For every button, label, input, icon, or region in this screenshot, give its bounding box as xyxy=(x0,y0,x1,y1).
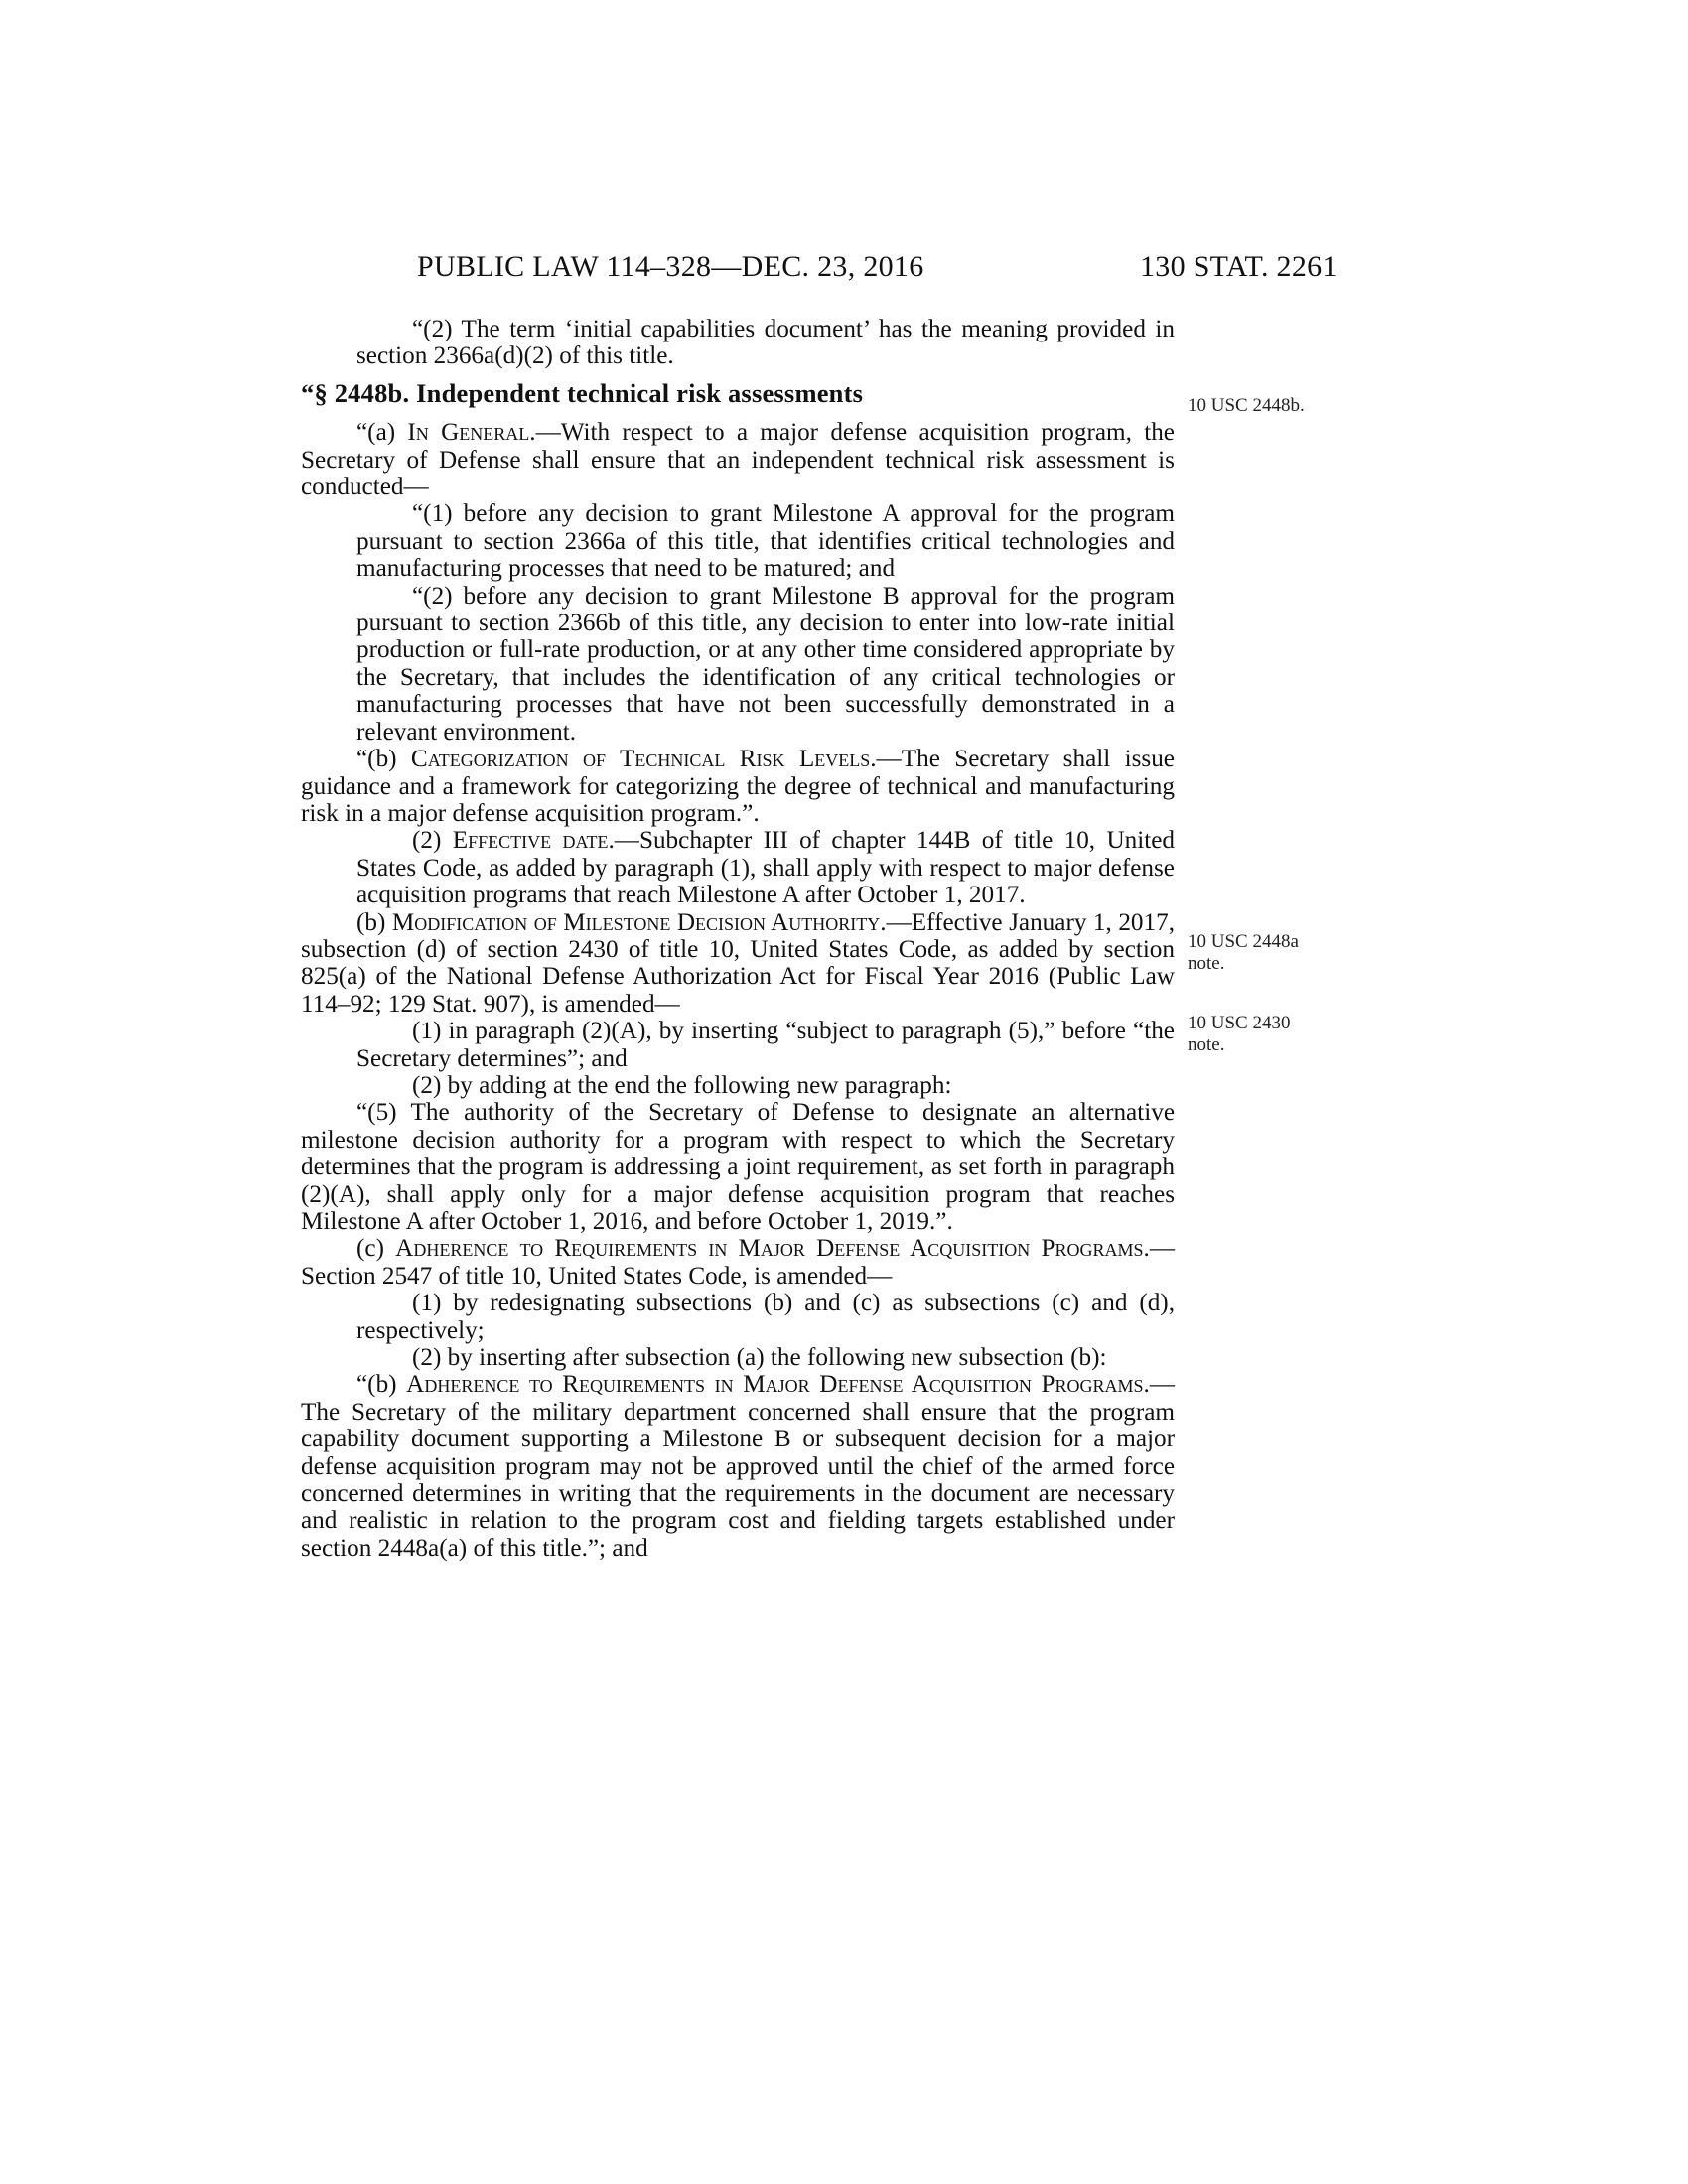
paragraph-a-in-general: “(a) In General.—With respect to a major defense acquisition program, the Secretary of Defense shall ensure that an independent technical risk assessment is conducted— xyxy=(301,419,1175,501)
small-caps-heading: Adherence to Requirements in Major Defense Acquisition Programs xyxy=(395,1235,1144,1263)
paragraph-a-2: “(2) before any decision to grant Milestone B approval for the program pursuant to section 2366b of this title, any decision to enter into low-rate initial production or full-rate production, or at any other time considered appropriate by the Secretary, that includes the identification of any critical technologies or manufacturing processes that have not been successfully demonstrated in a relevant environment. xyxy=(356,582,1175,746)
section-heading-2448b: “§ 2448b. Independent technical risk assessments xyxy=(301,377,864,408)
paragraph-b-categorization: “(b) Categorization of Technical Risk Levels.—The Secretary shall issue guidance and a framework for categorizing the degree of technical and manufacturing risk in a major defense acquisition program.”. xyxy=(301,746,1175,827)
paragraph-modification-1: (1) in paragraph (2)(A), by inserting “subject to paragraph (5),” before “the Secretary determines”; and xyxy=(356,1018,1175,1072)
margin-note-2430-note: note. xyxy=(1188,1034,1225,1055)
margin-note-2448a-note: note. xyxy=(1188,953,1225,974)
margin-note-2448a: 10 USC 2448a xyxy=(1188,931,1299,952)
paragraph-b-modification: (b) Modification of Milestone Decision Authority.—Effective January 1, 2017, subsection (d) of section 2430 of title 10, United States Code, as added by section 825(a) of the National Defense Authorization Act for Fiscal Year 2016 (Public Law 114–92; 129 Stat. 907), is amended— xyxy=(301,908,1175,1018)
paragraph-initial-capabilities: “(2) The term ‘initial capabilities document’ has the meaning provided in section 2366a(d)(2) of this title. xyxy=(356,316,1175,370)
paragraph-c-adherence: (c) Adherence to Requirements in Major Defense Acquisition Programs.—Section 2547 of title 10, United States Code, is amended— xyxy=(301,1235,1175,1290)
small-caps-heading: In General xyxy=(407,419,530,447)
statute-page-number: 130 STAT. 2261 xyxy=(1140,250,1337,283)
margin-note-2430: 10 USC 2430 xyxy=(1188,1013,1291,1033)
paragraph-c-1: (1) by redesignating subsections (b) and (c) as subsections (c) and (d), respectively; xyxy=(356,1290,1175,1344)
small-caps-heading: Categorization of Technical Risk Levels xyxy=(410,746,871,773)
margin-note-2448b: 10 USC 2448b. xyxy=(1188,395,1305,416)
paragraph-c-2: (2) by inserting after subsection (a) the following new subsection (b): xyxy=(412,1344,1107,1372)
page-header xyxy=(0,250,1688,290)
public-law-title: PUBLIC LAW 114–328—DEC. 23, 2016 xyxy=(417,250,924,283)
paragraph-b-adherence: “(b) Adherence to Requirements in Major Defense Acquisition Programs.—The Secretary of the military department concerned shall ensure that the program capability document supporting a Milestone B or subsequent decision for a major defense acquisition program may not be approved until the chief of the armed force concerned determines in writing that the requirements in the document are necessary and realistic in relation to the program cost and fielding targets established under section 2448a(a) of this title.”; and xyxy=(301,1371,1175,1562)
small-caps-heading: Modification of Milestone Decision Authority xyxy=(391,908,881,936)
small-caps-heading: Effective date xyxy=(452,827,609,855)
paragraph-modification-2: (2) by adding at the end the following new paragraph: xyxy=(412,1071,952,1099)
paragraph-effective-date: (2) Effective date.—Subchapter III of chapter 144B of title 10, United States Code, as added by paragraph (1), shall apply with respect to major defense acquisition programs that reach Milestone A after October 1, 2017. xyxy=(356,827,1175,909)
law-text-body xyxy=(301,316,1175,1562)
paragraph-a-1: “(1) before any decision to grant Milestone A approval for the program pursuant to section 2366a of this title, that identifies critical technologies and manufacturing processes that need to be matured; and xyxy=(356,500,1175,583)
small-caps-heading: Adherence to Requirements in Major Defense Acquisition Programs xyxy=(406,1371,1144,1399)
paragraph-5-authority: “(5) The authority of the Secretary of Defense to designate an alternative milestone decision authority for a program with respect to which the Secretary determines that the program is addressing a joint requirement, as set forth in paragraph (2)(A), shall apply only for a major defense acquisition program that reaches Milestone A after October 1, 2016, and before October 1, 2019.”. xyxy=(301,1099,1175,1235)
